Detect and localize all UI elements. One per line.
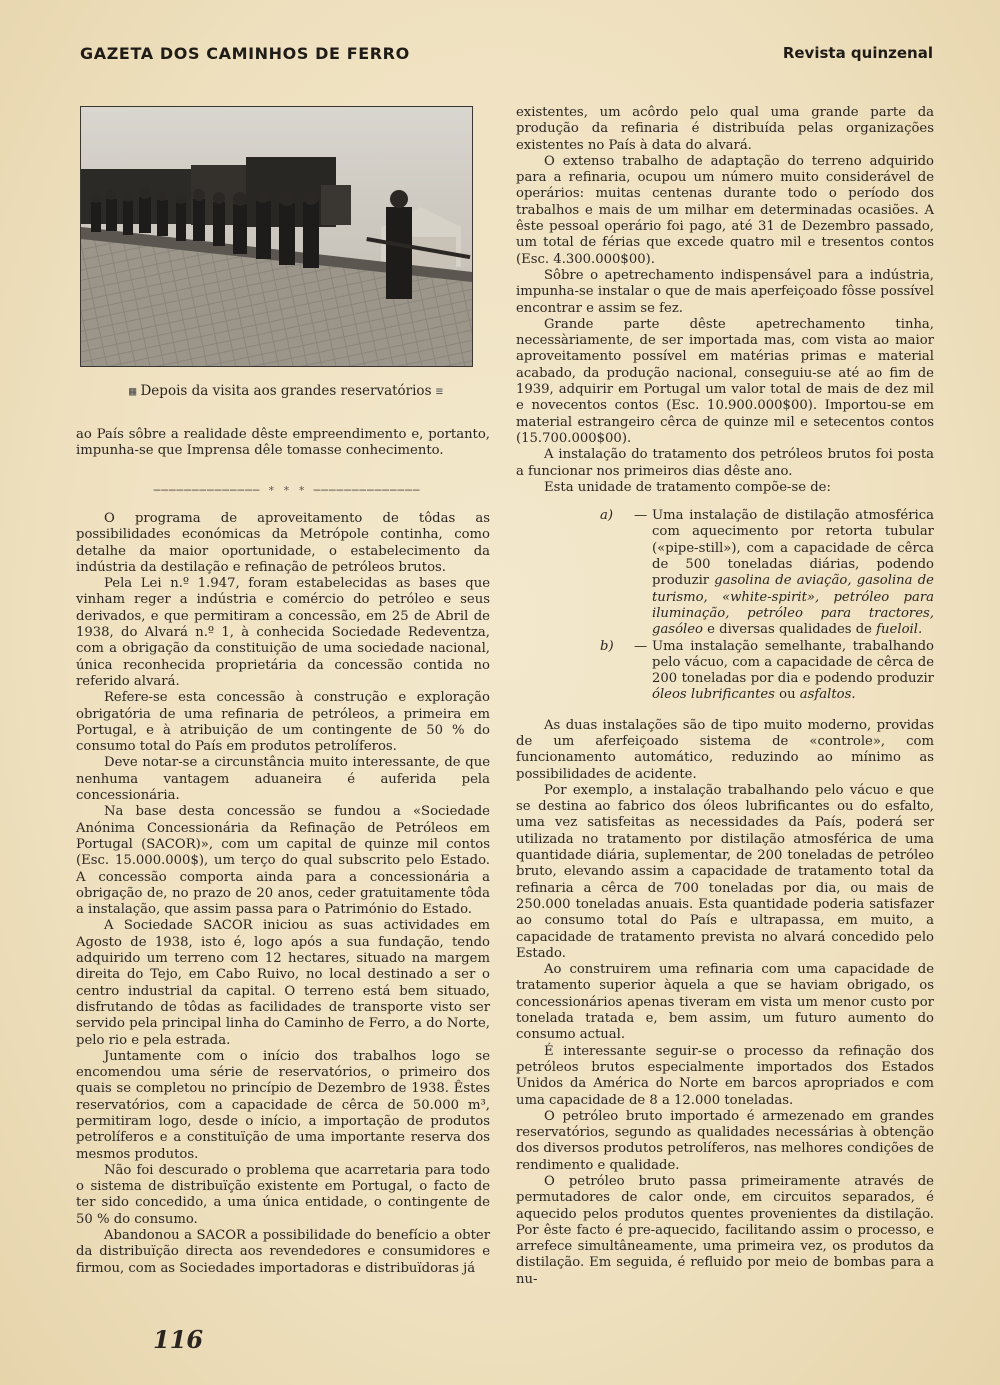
list-text-part: Uma instalação semelhante, trabalhando pelo vácuo, com a capacidade de cêrca de 200 toneladas por dia e podendo produzir — [652, 638, 934, 687]
ornament-icon: ▦ — [128, 384, 137, 398]
paragraph: Sôbre o apetrechamento indispensável para a indústria, impunha-se instalar o que de mais aperfeiçoado fôsse possível encontrar e assim se fez. — [516, 267, 934, 316]
list-dash: — — [634, 638, 648, 654]
page-number: 116 — [153, 1325, 204, 1354]
list-text-emphasis: óleos lubrificantes — [652, 687, 775, 703]
paragraph: As duas instalações são de tipo muito moderno, providas de um aferfeiçoado sistema de «controle», com funcionamento automático, reduzindo ao mínimo as possibilidades de acidente. — [516, 717, 934, 782]
paragraph: Na base desta concessão se fundou a «Sociedade Anónima Concessionária da Refinação de Petróleos em Portugal (SACOR)», com um capital de quinze mil contos (Esc. 15.000.000$), um terço do qual subscrito pelo Estado. A concessão comporta ainda para a concessionária a obrigação de, no prazo de 20 anos, ceder gratuitamente tôda a instalação, que assim passa para o Património do Estado. — [76, 804, 490, 918]
journal-subtitle: Revista quinzenal — [782, 44, 933, 62]
paragraph: ao País sôbre a realidade dêste empreendimento e, portanto, impunha-se que Imprensa dêle tomasse conhecimento. — [76, 427, 490, 459]
list-text-part: e diversas qualidades de — [702, 622, 877, 638]
paragraph: Ao construirem uma refinaria com uma capacidade de tratamento superior àquela a que se haviam obrigado, os concessionários apenas tiveram em vista um menor custo por tonelada tratada e, bem assim, um futuro aumento do consumo actual. — [516, 962, 934, 1043]
right-column — [516, 105, 934, 1288]
list-item — [600, 639, 934, 704]
list-text-part: ou — [774, 687, 800, 703]
journal-title: GAZETA DOS CAMINHOS DE FERRO — [80, 44, 410, 63]
paragraph: existentes, um acôrdo pelo qual uma grande parte da produção da refinaria é distribuída pelas organizações existentes no País à data do alvará. — [516, 105, 934, 153]
caption-text: Depois da visita aos grandes reservatórios — [140, 383, 432, 399]
paragraph: O petróleo bruto importado é armezenado em grandes reservatórios, segundo as qualidades necessárias à obtenção dos diversos produtos petrolíferos, nas melhores condições de rendimento e qualidade. — [516, 1108, 934, 1173]
paragraph: Juntamente com o início dos trabalhos logo se encomendou uma série de reservatórios, o primeiro dos quais se completou no princípio de Dezembro de 1938. Êstes reservatórios, com a capacidade de cêrca de 50.000 m³, permitiram logo, desde o início, a importação de produtos petrolíferos e a constituïção de uma importante reserva dos mesmos produtos. — [76, 1048, 490, 1162]
paragraph: O programa de aproveitamento de tôdas as possibilidades económicas da Metrópole continha, como detalhe da maior oportunidade, o estabelecimento da indústria da destilação e refinação de petróleos brutos. — [76, 511, 490, 575]
paragraph: Refere-se esta concessão à construção e exploração obrigatória de uma refinaria de petróleos, a primeira em Portugal, e à atribuição de um contingente de 50 % do consumo total do País em produtos petrolíferos. — [76, 690, 490, 755]
photo-caption — [80, 383, 492, 399]
list-item — [600, 508, 934, 638]
paragraph: É interessante seguir-se o processo da refinação dos petróleos brutos especialmente importados dos Estados Unidos da América do Norte em barcos apropriados e com uma capacidade de 8 a 12.000 toneladas. — [516, 1043, 934, 1108]
list-dash: — — [634, 508, 648, 524]
list-text-emphasis: asfaltos. — [799, 687, 856, 703]
photo-reservoir-visit — [81, 107, 472, 366]
paragraph: Deve notar-se a circunstância muito interessante, de que nenhuma vantagem aduaneira é auferida pela concessionária. — [76, 755, 490, 804]
ornament-line: ────────────── — [306, 484, 421, 496]
list-text-emphasis: gasolina de aviação, gasolina de turismo, «white-spirit», petróleo para iluminação, petróleo para tractores, gasóleo — [652, 573, 934, 638]
paragraph: Não foi descurado o problema que acarretaria para todo o sistema de distribuïção existente em Portugal, o facto de ter sido concedido, a uma única entidade, o contingente de 50 % do consumo. — [76, 1162, 490, 1227]
paragraph: Pela Lei n.º 1.947, foram estabelecidas as bases que vinham reger a indústria e comércio do petróleo e seus derivados, e que permitiram a concessão, em 25 de Abril de 1938, do Alvará n.º 1, à conhecida Sociedade Redeventza, com a obrigação da constituição de uma sociedade nacional, única reconhecida proprietária da concessão contida no referido alvará. — [76, 576, 490, 689]
list-text — [652, 508, 934, 638]
left-column-top — [76, 427, 490, 460]
paragraph: Por exemplo, a instalação trabalhando pelo vácuo e que se destina ao fabrico dos óleos lubrificantes ou do esfalto, uma vez satisfeitas as necessidades da País, poderá ser utilizada no tratamento por distilação atmosférica de uma quantidade diária, suplementar, de 200 toneladas de petróleo bruto, elevando assim a capacidade de tratamento total da refinaria a cêrca de 700 toneladas por dia, ou mais de 250.000 toneladas anuais. Esta quantidade poderia satisfazer ao consumo total do País e ultrapassa, em muito, a capacidade de tratamento prevista no alvará concedido pelo Estado. — [516, 782, 934, 961]
list-text-emphasis: fueloil. — [876, 622, 923, 638]
list-text — [652, 639, 934, 704]
paragraph: Esta unidade de tratamento compõe-se de: — [544, 479, 831, 495]
list-label: a) — [600, 508, 614, 524]
ornament-icon: ≡ — [435, 384, 444, 398]
ornament-line: ────────────── — [153, 484, 268, 496]
left-column — [76, 511, 490, 1277]
photo-illustration — [81, 107, 472, 366]
list-text-part: Uma instalação de distilação atmosférica com aquecimento por retorta tubular («pipe-still»), com a capacidade de cêrca de 500 toneladas diárias, podendo produzir — [652, 508, 934, 589]
section-divider — [84, 484, 490, 496]
paragraph: O extenso trabalho de adaptação do terreno adquirido para a refinaria, ocupou um número muito considerável de operários: muitas centenas durante todo o período dos trabalhos e mais de um milhar em determinadas ocasiões. A êste pessoal operário foi pago, até 31 de Dezembro passado, um total de férias que excede quatro mil e tresentos contos (Esc. 4.300.000$00). — [516, 153, 934, 267]
paragraph: A Sociedade SACOR iniciou as suas actividades em Agosto de 1938, isto é, logo após a sua fundação, tendo adquirido um terreno com 12 hectares, situado na margem direita do Tejo, em Cabo Ruivo, no local destinado a ser o centro industrial da capital. O terreno está bem situado, disfrutando de tôdas as facilidades de transporte visto ser servido pela principal linha do Caminho de Ferro, a do Norte, pelo rio e pela estrada. — [76, 918, 490, 1048]
paragraph: O petróleo bruto passa primeiramente através de permutadores de calor onde, em circuitos separados, é aquecido pelos produtos quentes provenientes da distilação. Por êste facto é pre-aquecido, facilitando assim o processo, e arrefece simultâneamente, uma primeira vez, os produtos da distilação. Em seguida, é refluido por meio de bombas para a nu- — [516, 1174, 934, 1287]
paragraph: Grande parte dêste apetrechamento tinha, necessàriamente, de ser importada mas, com vista ao maior aproveitamento possível em matérias primas e material acabado, da produção nacional, conseguiu-se até ao fim de 1939, adquirir em Portugal um valor total de mais de dez mil e novecentos contos (Esc. 10.900.000$00). Importou-se em material estrangeiro cêrca de quinze mil e setecentos contos (15.700.000$00). — [516, 316, 934, 446]
installation-list — [600, 508, 934, 704]
paragraph: Abandonou a SACOR a possibilidade do benefício a obter da distribuïção directa aos revendedores e consumidores e firmou, com as Sociedades importadoras e distribuïdoras já — [76, 1228, 490, 1276]
divider-stars: * * * — [267, 484, 307, 496]
paragraph: A instalação do tratamento dos petróleos brutos foi posta a funcionar nos primeiros dias dêste ano. — [516, 447, 934, 479]
list-label: b) — [600, 638, 614, 654]
